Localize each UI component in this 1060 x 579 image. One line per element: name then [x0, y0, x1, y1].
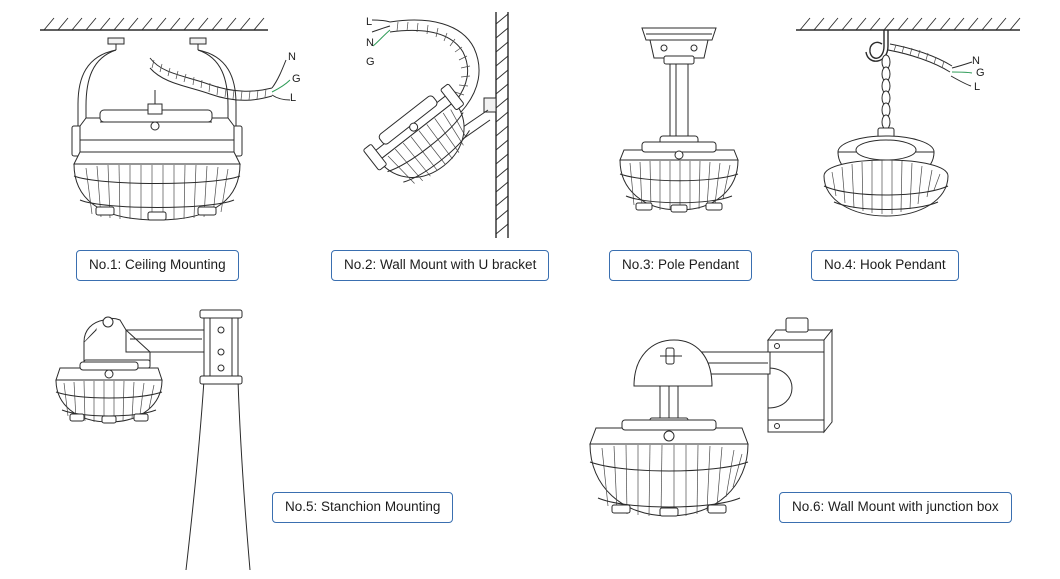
caption-pole-pendant: No.3: Pole Pendant [609, 250, 752, 281]
wire-label-n-fig2: N [366, 37, 374, 49]
figure-wall-mount-junction-box [590, 318, 832, 516]
caption-wall-mount-junction-box: No.6: Wall Mount with junction box [779, 492, 1012, 523]
figure-ceiling-mounting [40, 18, 290, 220]
caption-hook-pendant: No.4: Hook Pendant [811, 250, 959, 281]
wire-label-g-fig2: G [366, 56, 375, 68]
figure-hook-pendant [796, 18, 1020, 216]
figure-wall-mount-u-bracket [363, 12, 508, 238]
caption-stanchion-mounting: No.5: Stanchion Mounting [272, 492, 453, 523]
wire-label-l-fig2: L [366, 16, 373, 28]
figure-pole-pendant [620, 28, 738, 212]
wire-label-l-fig4: L [974, 81, 981, 93]
caption-wall-mount-u-bracket: No.2: Wall Mount with U bracket [331, 250, 549, 281]
wire-label-n-fig1: N [288, 51, 296, 63]
caption-ceiling-mounting: No.1: Ceiling Mounting [76, 250, 239, 281]
wire-label-n-fig4: N [972, 55, 980, 67]
chain [882, 55, 890, 129]
wire-label-l-fig1: L [290, 92, 297, 104]
wire-label-g-fig1: G [292, 73, 301, 85]
figure-stanchion-mounting [56, 310, 250, 570]
wire-label-g-fig4: G [976, 67, 985, 79]
